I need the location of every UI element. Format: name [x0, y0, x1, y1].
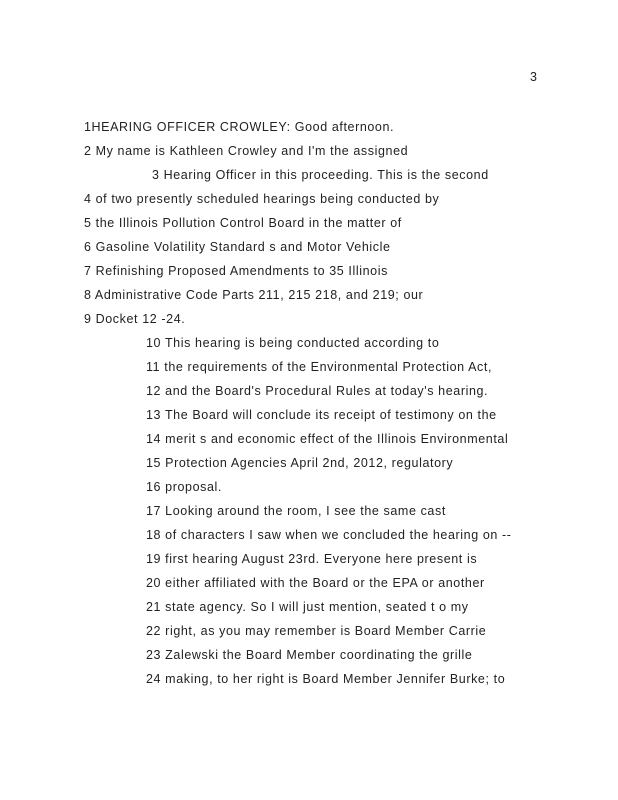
transcript-line-4: 4 of two presently scheduled hearings being conducted by — [84, 192, 440, 206]
transcript-line-8: 8 Administrative Code Parts 211, 215 218, and 219; our — [84, 288, 424, 302]
transcript-line-22: 22 right, as you may remember is Board Member Carrie — [146, 624, 487, 638]
transcript-line-24: 24 making, to her right is Board Member Jennifer Burke; to — [146, 672, 506, 686]
transcript-line-23: 23 Zalewski the Board Member coordinating the grille — [146, 648, 473, 662]
transcript-line-1: 1HEARING OFFICER CROWLEY: Good afternoon. — [84, 120, 395, 134]
transcript-line-11: 11 the requirements of the Environmental Protection Act, — [146, 360, 493, 374]
transcript-line-18: 18 of characters I saw when we concluded the hearing on -- — [146, 528, 512, 542]
transcript-line-14: 14 merit s and economic effect of the Illinois Environmental — [146, 432, 509, 446]
transcript-line-6: 6 Gasoline Volatility Standard s and Motor Vehicle — [84, 240, 391, 254]
transcript-line-16: 16 proposal. — [146, 480, 222, 494]
transcript-line-9: 9 Docket 12 -24. — [84, 312, 186, 326]
transcript-line-5: 5 the Illinois Pollution Control Board in the matter of — [84, 216, 402, 230]
transcript-line-7: 7 Refinishing Proposed Amendments to 35 Illinois — [84, 264, 388, 278]
transcript-line-20: 20 either affiliated with the Board or the EPA or another — [146, 576, 485, 590]
transcript-line-17: 17 Looking around the room, I see the same cast — [146, 504, 446, 518]
transcript-line-3: 3 Hearing Officer in this proceeding. This is the second — [152, 168, 489, 182]
transcript-line-10: 10 This hearing is being conducted according to — [146, 336, 440, 350]
transcript-line-21: 21 state agency. So I will just mention, seated t o my — [146, 600, 469, 614]
transcript-line-19: 19 first hearing August 23rd. Everyone here present is — [146, 552, 478, 566]
transcript-line-15: 15 Protection Agencies April 2nd, 2012, regulatory — [146, 456, 454, 470]
transcript-line-2: 2 My name is Kathleen Crowley and I'm the assigned — [84, 144, 409, 158]
transcript-line-12: 12 and the Board's Procedural Rules at today's hearing. — [146, 384, 489, 398]
page-number: 3 — [530, 70, 537, 84]
transcript-line-13: 13 The Board will conclude its receipt of testimony on the — [146, 408, 497, 422]
